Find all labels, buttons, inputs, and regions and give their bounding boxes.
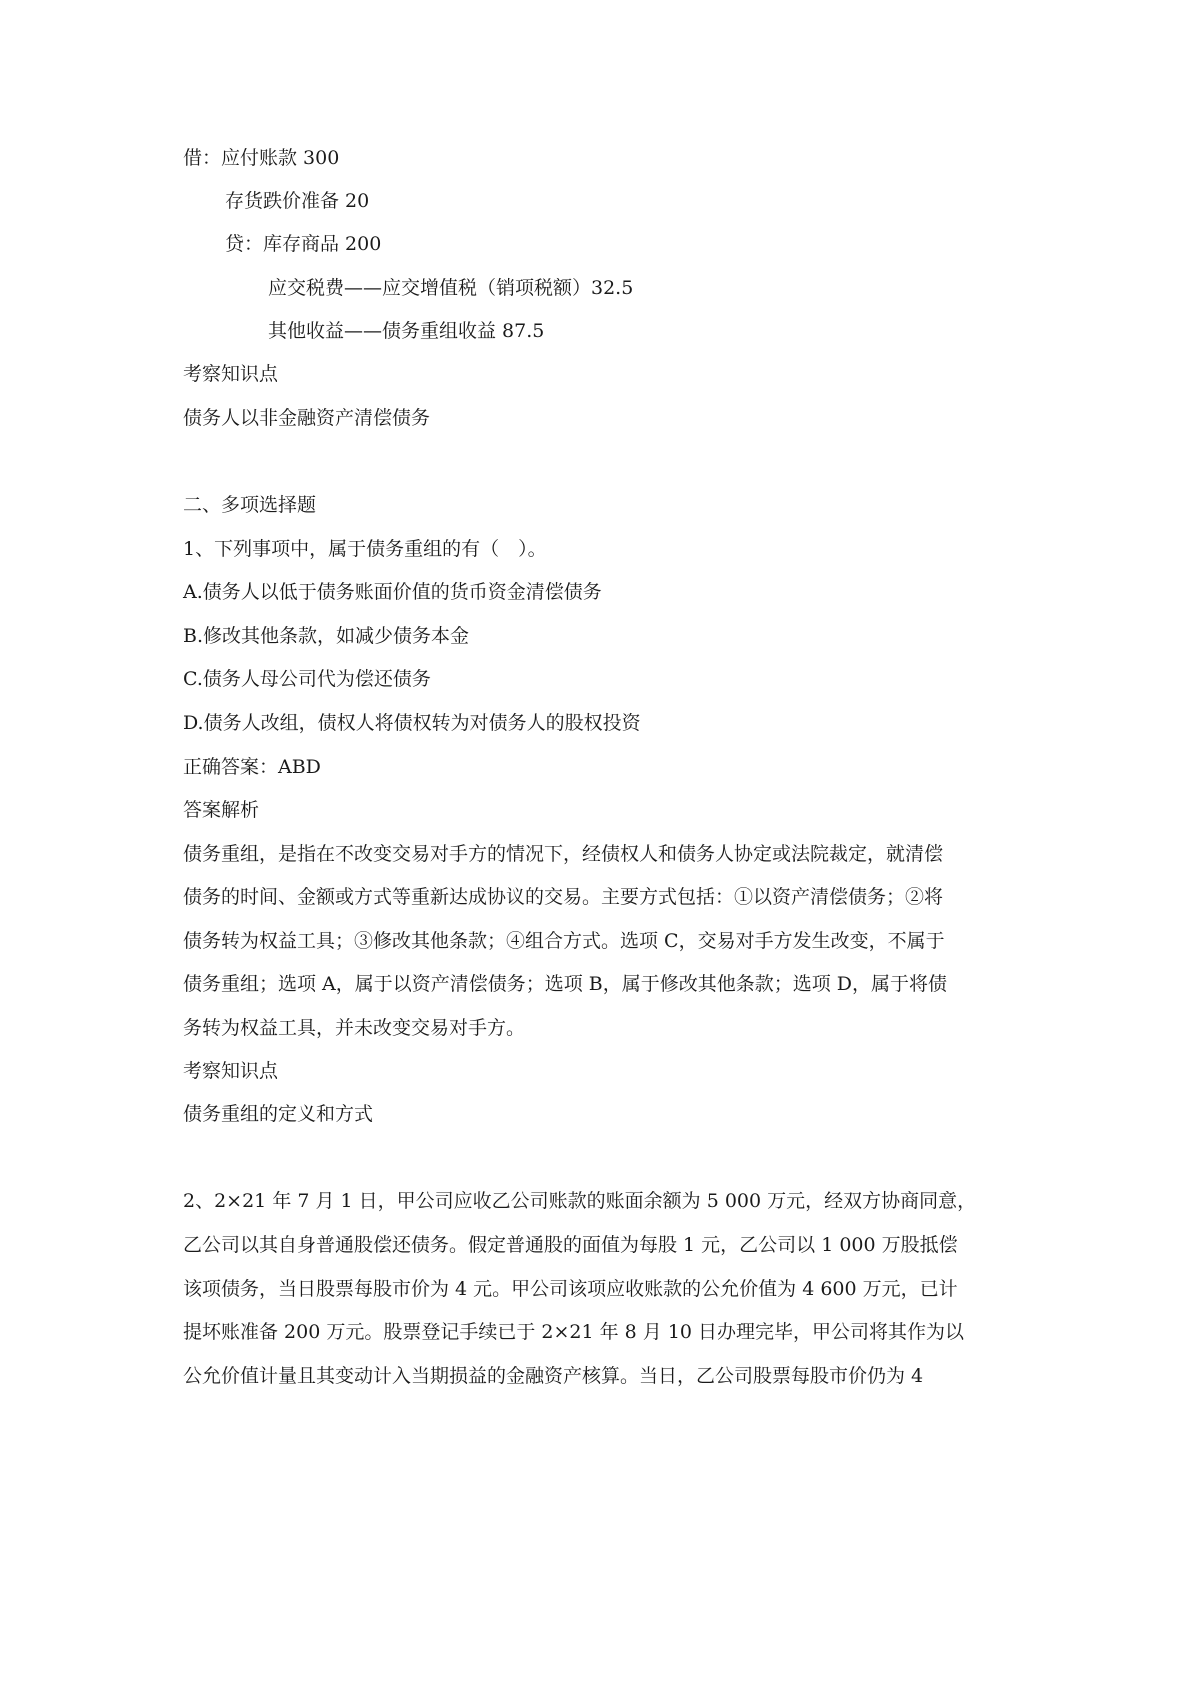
analysis-line: 债务的时间、金额或方式等重新达成协议的交易。主要方式包括：①以资产清偿债务；②将	[183, 886, 944, 908]
question-2-stem-line: 提坏账准备 200 万元。股票登记手续已于 2×21 年 8 月 10 日办理完毕，甲公司将其作为以	[183, 1321, 965, 1343]
analysis-line: 债务重组；选项 A，属于以资产清偿债务；选项 B，属于修改其他条款；选项 D，属于将债	[183, 973, 948, 995]
question-1-analysis-label: 答案解析	[183, 799, 260, 821]
question-1-stem: 1、下列事项中，属于债务重组的有（ ）。	[183, 538, 547, 560]
question-2-stem-line: 公允价值计量且其变动计入当期损益的金融资产核算。当日，乙公司股票每股市价仍为 4	[183, 1365, 924, 1387]
knowledge-point-value: 债务人以非金融资产清偿债务	[183, 407, 431, 429]
question-1-answer: 正确答案：ABD	[183, 756, 321, 778]
journal-debit-line-1: 借：应付账款 300	[183, 147, 340, 169]
journal-credit-line-2: 应交税费——应交增值税（销项税额）32.5	[268, 277, 634, 299]
analysis-line: 债务转为权益工具；③修改其他条款；④组合方式。选项 C，交易对手方发生改变，不属于	[183, 930, 945, 952]
journal-debit-line-2: 存货跌价准备 20	[225, 190, 370, 212]
section-heading: 二、多项选择题	[183, 494, 317, 516]
question-1-option-d: D.债务人改组，债权人将债权转为对债务人的股权投资	[183, 712, 641, 734]
question-2-stem-line: 乙公司以其自身普通股偿还债务。假定普通股的面值为每股 1 元，乙公司以 1 000 万股抵偿	[183, 1234, 958, 1256]
question-1-option-c: C.债务人母公司代为偿还债务	[183, 668, 431, 690]
question-1-option-b: B.修改其他条款，如减少债务本金	[183, 625, 470, 647]
analysis-line: 务转为权益工具，并未改变交易对手方。	[183, 1017, 526, 1039]
question-1-option-a: A.债务人以低于债务账面价值的货币资金清偿债务	[183, 581, 602, 603]
analysis-line: 债务重组，是指在不改变交易对手方的情况下，经债权人和债务人协定或法院裁定，就清偿	[183, 843, 944, 865]
journal-credit-line-1: 贷：库存商品 200	[225, 233, 382, 255]
question-2-stem-line: 2、2×21 年 7 月 1 日，甲公司应收乙公司账款的账面余额为 5 000 万元，经双方协商同意，	[183, 1190, 977, 1212]
question-1-knowledge-point-value: 债务重组的定义和方式	[183, 1103, 374, 1125]
question-2-stem-line: 该项债务，当日股票每股市价为 4 元。甲公司该项应收账款的公允价值为 4 600 万元，已计	[183, 1278, 958, 1300]
question-1-knowledge-point-label: 考察知识点	[183, 1060, 279, 1082]
knowledge-point-label: 考察知识点	[183, 363, 279, 385]
journal-credit-line-3: 其他收益——债务重组收益 87.5	[268, 320, 545, 342]
